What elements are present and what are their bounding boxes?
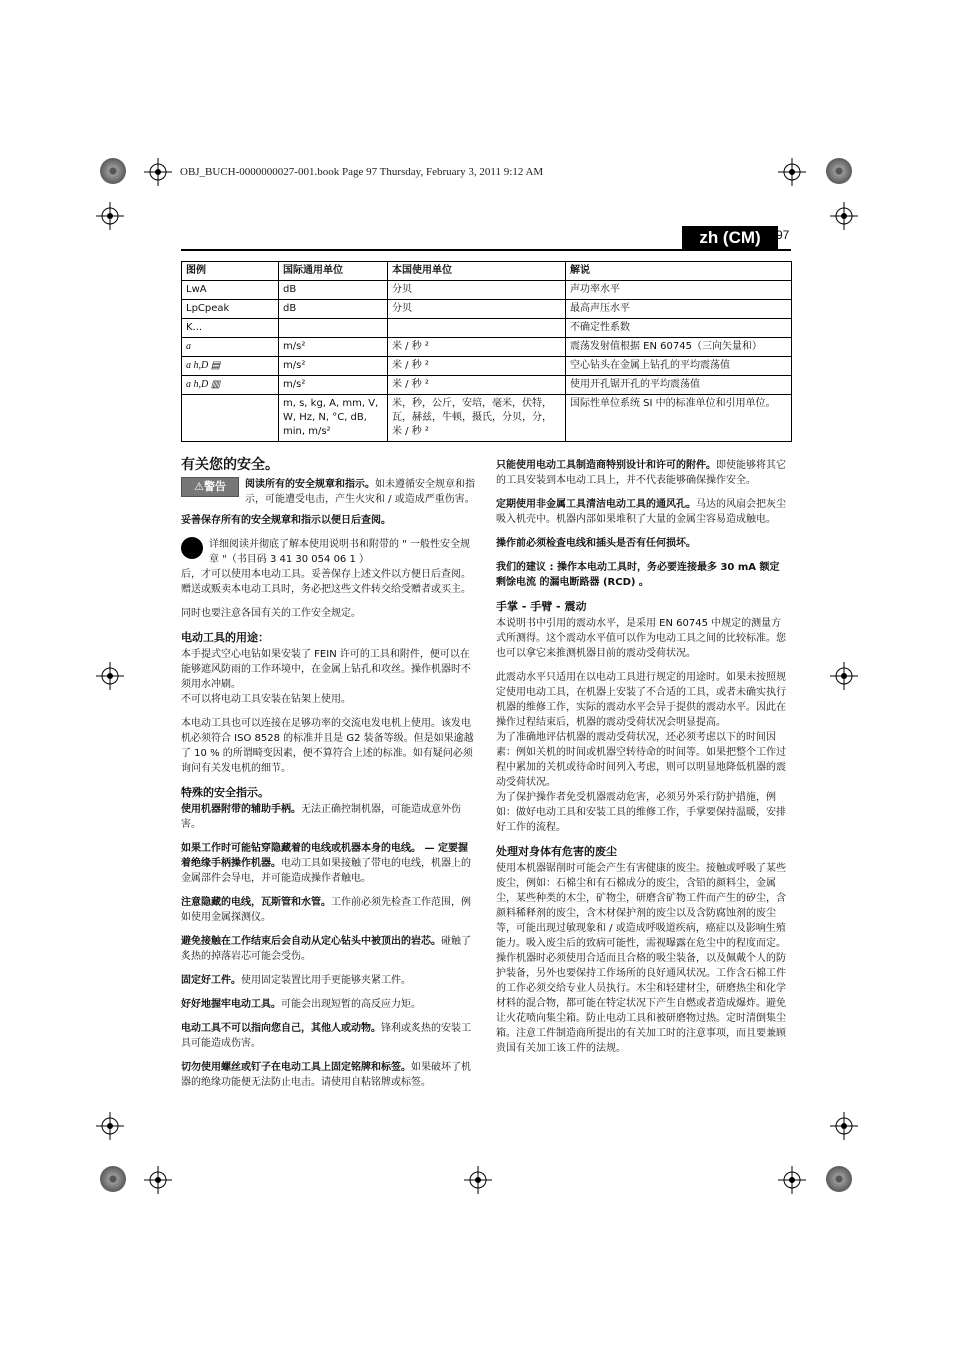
paragraph: 使用本机器锯削时可能会产生有害健康的废尘。接触或呼吸了某些废尘，例如：石棉尘和有石棉成分的废尘，含铅的颜料尘，金属尘，某些种类的木尘，矿物尘，研磨含矿物工件而产生的矽尘，含颜料稀释剂的废尘，含木材保护剂的废尘以及含防腐蚀剂的废尘等，可能出现过敏现象和 / 或造成呼吸道疾病，癌症以及影响生殖能力。吸入废尘后的致病可能性，需视曝露在危尘中的程度而定。操作机器时必须使用合适而且合格的吸尘装备，以及佩戴个人的防护装备，另外也要保持工作场所的良好通风状况。工作含石棉工件的工作必须交给专业人员执行。木尘和轻建材尘，研磨热尘和化学材料的混合物，都可能在特定状况下产生自燃或者造成爆炸。避免让火花喷向集尘箱。防止电动工具和被研磨物过热。定时清倒集尘箱。注意工件制造商所提出的有关加工时的注意事项，而且要兼顾贵国有关加工该工件的法规。 [496,863,786,1054]
table-cell: 米 / 秒 ² [388,338,566,357]
right-column [496,458,788,1065]
safety-item [181,1021,476,1051]
safety-item-text: 锋利或炙热的安装工具可能造成伤害。 [181,1023,471,1049]
table-cell: dB [279,300,388,319]
section-title: 有关您的安全。 [181,457,279,473]
table-cell: 国际性单位系统 SI 中的标准单位和引用单位。 [566,395,792,442]
header-rule [181,249,791,251]
safety-item-text: 碰触了炙热的掉落岩芯可能会受伤。 [181,936,471,962]
symbol-text: a h,D [186,360,209,371]
paragraph: 本手提式空心电钻如果安装了 FEIN 许可的工具和附件，便可以在能够遮风防雨的工作环境中，在金属上钻孔和攻丝。操作机器时不须用水冲刷。 [181,649,471,690]
table-row [182,281,792,300]
registration-mark-icon [830,202,858,230]
table-cell: 米，秒，公斤，安培，毫米，伏特，瓦，赫兹，牛顿，摄氏，分贝，分，米 / 秒 ² [388,395,566,442]
warning-text: 如未遵循安全规章和指示，可能遭受电击，产生火灾和 / 或造成严重伤害。 [245,479,475,505]
safety-item [496,497,788,527]
safety-item-text: 即使能够将其它的工具安装到本电动工具上，并不代表能够确保操作安全。 [496,460,786,486]
safety-item-text: 无法正确控制机器，可能造成意外伤害。 [181,804,461,830]
table-header: 国际通用单位 [279,262,388,281]
table-cell [279,319,388,338]
table-row [182,300,792,319]
registration-mark-icon [778,158,806,186]
subsection-title: 特殊的安全指示。 [181,786,269,799]
subsection-title: 处理对身体有危害的废尘 [496,845,617,858]
table-row [182,338,792,357]
registration-mark-icon [144,158,172,186]
table-cell: LpCpeak [182,300,279,319]
safety-item-bold: 我们的建议 : 操作本电动工具时，务必要连接最多 30 mA 额定剩馀电流 的漏电断路器 (RCD) 。 [496,562,780,588]
color-disc-icon [100,1166,126,1192]
page-number: 97 [776,228,790,242]
paragraph: 为了准确地评估机器的震动受荷状况，还必须考虑以下的时间因素：例如关机的时间或机器空转待命的时间等。如果把整个工作过程中累加的关机或待命时间列入考虑，则可以明显地降低机器的震动受荷状况。 [496,732,786,788]
safety-item [181,895,476,925]
warning-label: 警告 [203,480,226,493]
safety-item [181,973,476,988]
safety-item [181,1060,476,1090]
safety-item-bold: 操作前必须检查电线和插头是否有任何损坏。 [496,538,696,549]
table-cell: 声功率水平 [566,281,792,300]
table-row [182,376,792,395]
registration-mark-icon [96,1112,124,1140]
registration-mark-icon [830,1112,858,1140]
table-cell: 米 / 秒 ² [388,357,566,376]
safety-item-bold: 固定好工件。 [181,975,241,986]
paragraph: 此震动水平只适用在以电动工具进行规定的用途时。如果未按照规定使用电动工具，在机器上安装了不合适的工具，或者未确实执行机器的维修工作，实际的震动水平会异于提供的震动水平。因此在操作过程结束后，机器的震动受荷状况会明显提高。 [496,672,786,728]
safety-item [181,841,476,886]
table-cell: 空心钻头在金属上钻孔的平均震荡值 [566,357,792,376]
safety-item-text: 如果破坏了机器的绝缘功能便无法防止电击。请使用自粘铭牌或标签。 [181,1062,471,1088]
table-cell: m, s, kg, A, mm, V, W, Hz, N, °C, dB, min, m/s² [279,395,388,442]
registration-mark-icon [144,1166,172,1194]
left-column [181,458,476,1099]
warning-bold: 阅读所有的安全规章和指示。 [245,479,375,490]
table-cell: LwA [182,281,279,300]
hole-saw-icon: ▥ [210,379,221,390]
paragraph: 不可以将电动工具安装在钻架上使用。 [181,694,351,705]
paragraph: 为了保护操作者免受机器震动危害，必须另外采行防护措施，例如：做好电动工具和安装工具的维修工作，手掌要保持温暖，安排好工作的流程。 [496,792,786,833]
safety-item-bold: 电动工具不可以指向您自己，其他人或动物。 [181,1023,381,1034]
safety-item-text: 可能会出现短暂的高反应力矩。 [281,999,421,1010]
table-cell [388,319,566,338]
table-cell: 分贝 [388,281,566,300]
safety-item [496,536,788,551]
subsection-title: 电动工具的用途： [181,631,269,644]
table-row [182,357,792,376]
table-header: 图例 [182,262,279,281]
table-cell: a [182,338,279,357]
safety-item-text: 马达的风扇会把灰尘吸入机壳中。机器内部如果堆积了大量的金属尘容易造成触电。 [496,499,786,525]
warning-triangle-icon: ⚠ [194,480,204,493]
safety-item-bold: 切勿使用螺丝或钉子在电动工具上固定铭牌和标签。 [181,1062,411,1073]
table-header: 解说 [566,262,792,281]
safety-item-bold: 只能使用电动工具制造商特别设计和许可的附件。 [496,460,716,471]
safety-item [496,458,788,488]
table-header: 本国使用单位 [388,262,566,281]
safety-item-text: 电动工具如果接触了带电的电线，机器上的金属部件会导电，并可能造成操作者触电。 [181,858,471,884]
table-cell: m/s² [279,376,388,395]
subsection-title: 手掌 - 手臂 - 震动 [496,600,587,613]
print-info: OBJ_BUCH-0000000027-001.book Page 97 Thursday, February 3, 2011 9:12 AM [180,166,544,178]
warning-badge [181,477,239,497]
color-disc-icon [100,158,126,184]
table-cell: dB [279,281,388,300]
table-cell: 最高声压水平 [566,300,792,319]
safety-item-bold: 注意隐藏的电线，瓦斯管和水管。 [181,897,331,908]
safety-item-bold: 好好地握牢电动工具。 [181,999,281,1010]
read-manual-block [181,537,476,567]
keep-instructions: 妥善保存所有的安全规章和指示以便日后查阅。 [181,515,391,526]
safety-item [496,560,788,590]
table-cell: m/s² [279,357,388,376]
core-drill-icon: ▤ [210,360,221,371]
registration-mark-icon [830,662,858,690]
safety-item [181,934,476,964]
paragraph: 本电动工具也可以连接在足够功率的交流电发电机上使用。该发电机必须符合 ISO 8528 的标准并且是 G2 装备等级。但是如果逾越了 10 % 的所谓畸变因素，便不算符合上述的标准。如有疑问必须询问有关发电机的细节。 [181,718,474,774]
read-manual-icon [181,537,203,559]
units-table [181,261,792,442]
registration-mark-icon [464,1166,492,1194]
table-cell: m/s² [279,338,388,357]
table-cell: 震荡发射值根据 EN 60745（三向矢量和） [566,338,792,357]
table-cell [182,357,279,376]
table-cell: 不确定性系数 [566,319,792,338]
table-cell: 分贝 [388,300,566,319]
language-tag: zh (CM) [682,226,778,250]
table-cell [182,395,279,442]
safety-item-bold: 使用机器附带的辅助手柄。 [181,804,301,815]
national-rules: 同时也要注意各国有关的工作安全规定。 [181,608,361,619]
symbol-text: a h,D [186,379,209,390]
table-header-row [182,262,792,281]
safety-item-bold: 避免接触在工作结束后会自动从定心钻头中被顶出的岩芯。 [181,936,441,947]
table-cell: 使用开孔锯开孔的平均震荡值 [566,376,792,395]
safety-item-bold: 如果工作时可能钻穿隐藏着的电线或机器本身的电线。 — 定要握着绝缘手柄操作机器。 [181,843,468,869]
table-row [182,319,792,338]
paragraph: 本说明书中引用的震动水平，是采用 EN 60745 中规定的测量方式所测得。这个震动水平值可以作为电动工具之间的比较标准。您也可以拿它来推测机器目前的震动受荷状况。 [496,618,786,659]
table-cell: K... [182,319,279,338]
safety-item-bold: 定期使用非金属工具清洁电动工具的通风孔。 [496,499,696,510]
table-cell: 米 / 秒 ² [388,376,566,395]
safety-item [181,997,476,1012]
warning-block [181,477,476,507]
color-disc-icon [826,158,852,184]
color-disc-icon [826,1166,852,1192]
registration-mark-icon [96,662,124,690]
registration-mark-icon [96,202,124,230]
safety-item [181,802,476,832]
safety-item-text: 使用固定装置比用手更能够夹紧工件。 [241,975,411,986]
table-row [182,395,792,442]
registration-mark-icon [778,1166,806,1194]
read-manual-text: 详细阅读并彻底了解本使用说明书和附带的 " 一般性安全规章 "（书目码 3 41 30 054 06 1 ） [209,539,470,565]
table-cell [182,376,279,395]
read-manual-text-2: 后，才可以使用本电动工具。妥善保存上述文件以方便日后查阅。赠送或贩卖本电动工具时，务必把这些文件转交给受赠者或买主。 [181,569,471,595]
safety-item-text: 工作前必须先检查工作范围，例如使用金属探测仪。 [181,897,471,923]
